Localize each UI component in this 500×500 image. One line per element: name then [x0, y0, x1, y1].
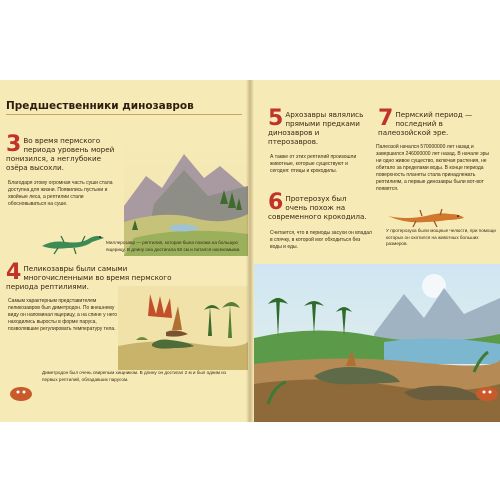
- section-3: [6, 132, 124, 172]
- section-lead: Во время пермского периода уровень морей понизился, а неглубокие озёра высохли.: [6, 136, 115, 172]
- dimetrodon-caption: Диметродон был очень свирепым хищником. В длину он достигал 2 м и был одним из первых рептилий, обладавших парусом.: [42, 370, 226, 382]
- section-number: 5: [268, 106, 284, 131]
- section-3-body: Благодаря этому огромная часть суши стала доступна для жизни. Появились пустыни и хвойные леса, а рептилии стали обосновываться на суше.: [8, 180, 113, 207]
- lizard-icon: [38, 228, 108, 256]
- section-number: 7: [378, 106, 394, 131]
- section-7-body: Палеозой начался 570000000 лет назад и завершился 246000000 лет назад. В начале эры ни одно живое существо, включая растения, не обитало за пределами воды. В конце периода поверхность планеты стала принадлежать рептилиям, а первые динозавры были вот-вот появятся.: [376, 144, 489, 192]
- page-title: Предшественники динозавров: [6, 100, 242, 115]
- section-4-body: Самым характерным представителем пеликозавров был диметродон. По внешнему виду он напоминал ящерицу, а на спине у него находились выросты в форме паруса, позволявшие регулировать температуру тела.: [8, 298, 118, 332]
- mountain-landscape: [124, 126, 248, 256]
- section-6: [268, 190, 368, 221]
- section-5: [268, 106, 368, 146]
- dimetrodon-icon: [118, 286, 248, 370]
- section-6-body: Считается, что в периоды засухи он впадал в спячку, в которой мог обходиться без воды и еды.: [270, 230, 372, 250]
- book-spread: [0, 80, 500, 422]
- section-lead: Пермский период — последний в палеозойской эре.: [378, 110, 473, 137]
- section-lead: Пеликозавры были самыми многочисленными во время пермского периода рептилиями.: [6, 264, 172, 291]
- section-lead: Архозавры являлись прямыми предками динозавров и птерозавров.: [268, 110, 364, 146]
- section-5-body: А также от этих рептилий произошли животные, которые существуют и сегодня: птицы и крокодилы.: [270, 154, 357, 174]
- section-number: 6: [268, 190, 284, 215]
- lizard-icon: [386, 204, 466, 228]
- left-page: [0, 80, 248, 422]
- prehistoric-landscape: [254, 264, 500, 422]
- page-corner-badge-icon: [8, 380, 34, 402]
- page-corner-badge-icon: [474, 380, 500, 402]
- right-page: [252, 80, 500, 422]
- section-number: 4: [6, 260, 22, 285]
- section-7: [378, 106, 494, 137]
- milleretta-caption: Миллерозавр — рептилия, которая была похожа на большую ящерицу. В длину она достигала 60 см и питался насекомыми.: [106, 240, 241, 252]
- section-lead: Протерозух был очень похож на современного крокодила.: [268, 194, 367, 221]
- section-number: 3: [6, 132, 22, 157]
- protorosaur-caption: У протерозуха были мощные челюсти, при помощи которых он охотился на животных больших размеров.: [386, 228, 496, 247]
